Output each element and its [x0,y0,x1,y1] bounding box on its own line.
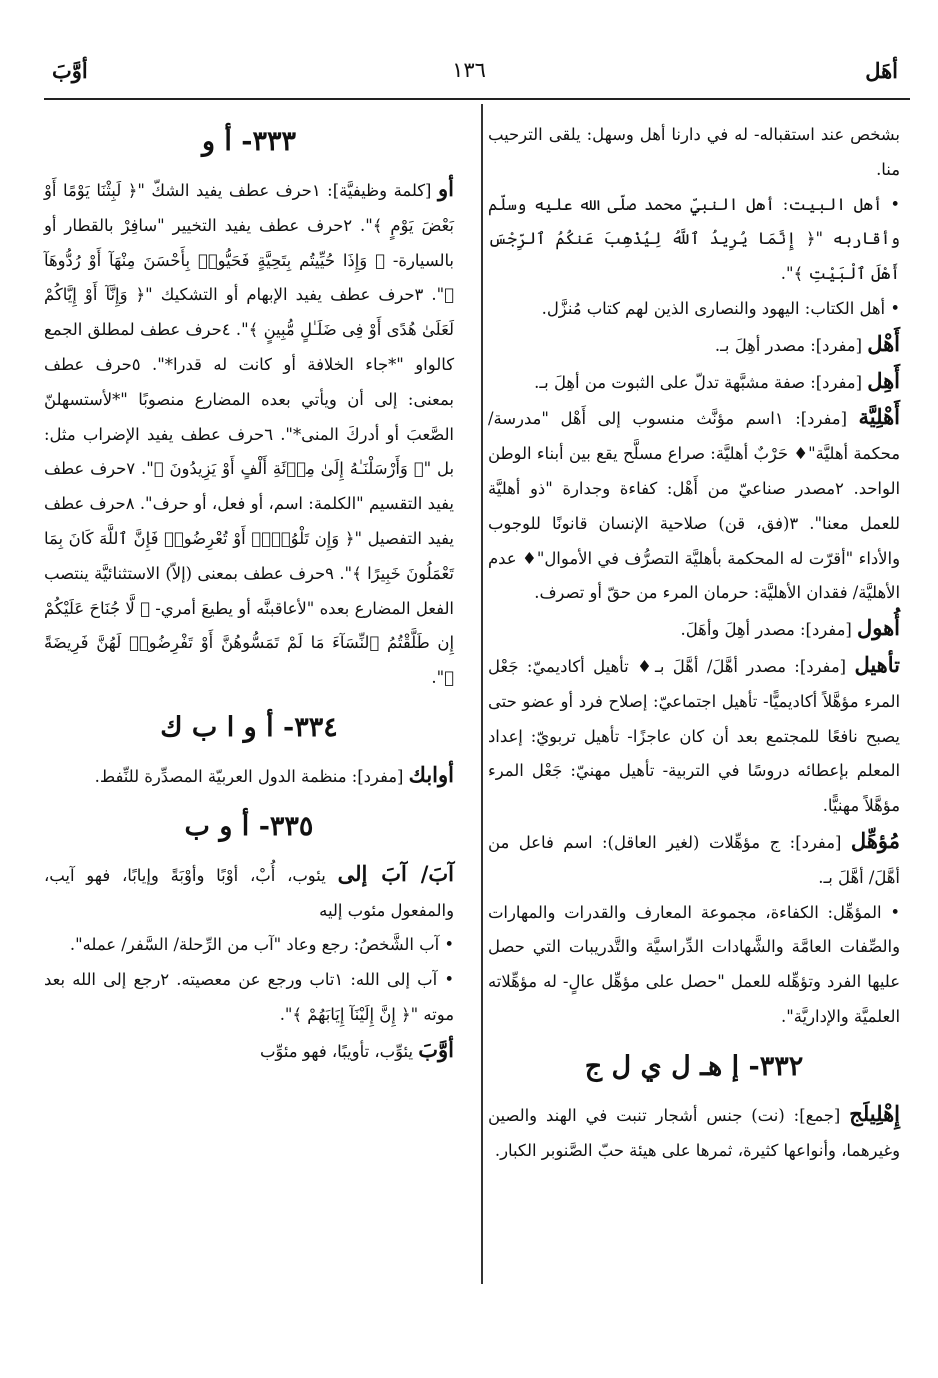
entry-definition: [مفرد]: مصدر أهِلَ وأهَلَ. [680,620,857,640]
entry-headword: أَهْل [867,330,900,356]
chapter-heading: ٣٣٣- أ و [201,126,297,157]
dictionary-entry [488,824,900,896]
entry-definition: [مفرد]: مصدر أهَّلَ/ أهَّلَ بـ♦ تأهيل أكاديميّ: جَعْل المرء مؤهَّلاً أكاديميًّا- تأهيل اجتماعيّ: إصلاح فرد أو عضو حتى يصبح نافعًا للمجتمع بعد أن كان عاجزًا- تأهيل تربويّ: إعداد المعلم بإعطائه دروسًا في التربية- تأهيل مهنيّ: جَعْل المرء مؤهَّلاً مهنيًّا. [488,656,900,816]
text-paragraph: • آب الشَّخصُ: رجع وعاد "آب من الرِّحلة/ السَّفر/ عمله". [69,935,454,955]
entry-headword: أوَّبَ [418,1036,454,1062]
dictionary-entry [44,857,454,929]
chapter-heading: ٣٣٥- أ و ب [184,810,314,842]
entry-definition: يئوب، أُبْ، أوْبًا وأوْبَةً وإيابًا، فهو آيب، والمفعول مئوب إليه [44,865,454,920]
header-rule [44,98,910,100]
entry-headword: مُؤهِّل [850,827,900,853]
text-paragraph: • المؤهِّل: الكفاءة، مجموعة المعارف والقدرات والمهارات والصِّفات العامَّة والشَّهادات الدِّراسيَّة والتَّدريبات التي حصل عليها الفرد وتؤهِّله للعمل "حصل على مؤهِّل عالٍ- له مؤهِّلاته العلميَّة والإداريَّة". [488,902,900,1026]
dictionary-entry [488,611,900,648]
entry-headword: آبَ/ آبَ إلى [337,860,454,886]
dictionary-entry [488,364,900,401]
dictionary-entry [488,327,900,364]
left-column [44,118,454,1070]
header-right-word: أهَل [865,58,898,83]
entry-definition: [مفرد]: مصدر أهِلَ بـ. [714,335,868,355]
entry-definition: [مفرد]: ١اسم مؤنَّث منسوب إلى أَهْل "مدرسة/ محكمة أهليَّة"♦ حَرْبٌ أهليَّة: صراع مسلَّح يقع بين أبناء الوطن الواحد. ٢مصدر صناعيّ من أَهْل: كفاءة وجدارة "ذو أهليَّة للعمل معنا". ٣(فق، قن) صلاحية الإنسان قانونًا للوجوب والأداء "أقرّت له المحكمة بأهليَّة التصرُّف في الأموال"♦ عدم الأهليَّة/ فقدان الأهليَّة: حرمان المرء من حقّ أو تصرف. [488,409,901,603]
entry-definition: [مفرد]: منظمة الدول العربيّة المصدِّرة للنِّفط. [94,766,409,786]
dictionary-entry [44,758,454,795]
entry-definition: [جمع]: (نت) جنس أشجار تنبت في الهند والصين وغيرهما، وأنواعها كثيرة، ثمرها على هيئة حبّ الصَّنوبر الكبار. [488,1105,900,1160]
chapter-heading: ٣٣٢- إ هـ ل ي ل ج [584,1050,804,1082]
entry-definition: [كلمة وظيفيَّة]: ١حرف عطف يفيد الشكّ "﴿ لَبِثْنَا يَوْمًا أَوْ بَعْضَ يَوْمٍ ﴾". ٢حرف عطف يفيد التخيير "سافِرْ بالقطار أو بالسيارة- ﴿ وَإِذَا حُيِّيتُم بِتَحِيَّةٍ فَحَيُّوا۟ بِأَحْسَنَ مِنْهَآ أَوْ رُدُّوهَآ ﴾". ٣حرف عطف يفيد الإبهام أو التشكيك "﴿ وَإِنَّآ أَوْ إِيَّاكُمْ لَعَلَىٰ هُدًى أَوْ فِى ضَلَـٰلٍ مُّبِينٍ ﴾". ٤حرف عطف لمطلق الجمع كالواو "*جاء الخلافة أو كانت له قدرا*". ٥حرف عطف بمعنى: إلى أن ويأتي بعده المضارع منصوبًا "*لأستسهلنّ الصَّعبَ أو أدركَ المنى*". ٦حرف عطف يفيد الإضراب مثل: بل "﴿ وَأَرْسَلْنَـٰهُ إِلَىٰ مِا۟ئَةِ أَلْفٍ أَوْ يَزِيدُونَ ﴾". ٧حرف عطف يفيد التقسيم "الكلمة: اسم، أو فعل، أو حرف". ٨حرف عطف يفيد التفصيل "﴿ وَإِن تَلْوُۥٓا۟ أَوْ تُعْرِضُوا۟ فَإِنَّ ٱللَّهَ كَانَ بِمَا تَعْمَلُونَ خَبِيرًا ﴾". ٩حرف عطف بمعنى (إلاّ) الاستثنائيَّة ينتصب الفعل المضارع بعده "لأعاقبنَّه أو يطيعَ أمري- ﴿ لَّا جُنَاحَ عَلَيْكُمْ إِن طَلَّقْتُمُ ٱلنِّسَآءَ مَا لَمْ تَمَسُّوهُنَّ أَوْ تَفْرِضُوا۟ لَهُنَّ فَرِيضَةً ﴾". [44,181,455,688]
entry-headword: إِهْلِيلَج [849,1100,900,1126]
entry-headword: أو [438,176,454,201]
entry-definition: [مفرد]: ج مؤهِّلات (لغير العاقل): اسم فاعل من أهَّلَ/ أهَّلَ بـ. [488,832,900,887]
entry-definition: [مفرد]: صفة مشبَّهة تدلّ على الثبوت من أهِلَ بـ. [534,372,868,392]
column-divider [481,104,483,1284]
chapter-heading: ٣٣٤- أ و ا ب ك [160,711,338,743]
entry-definition: يئوِّب، تأويبًا، فهو مئوِّب [259,1041,419,1061]
page-number: ١٣٦ [452,58,486,82]
entry-headword: أوابك [408,761,454,787]
text-paragraph: بشخص عند استقباله- له في دارنا أهل وسهل: يلقى الترحيب منا. [488,125,900,179]
entry-headword: أَهِل [867,367,900,393]
header-left-word: أوَّبَ [52,58,88,83]
text-paragraph: • آب إلى الله: ١تاب ورجع عن معصيته. ٢رجع إلى الله بعد موته "﴿ إِنَّ إِلَيْنَآ إِيَابَهُمْ ﴾". [44,970,454,1024]
dictionary-entry [488,648,900,824]
dictionary-entry [44,1033,454,1070]
text-paragraph: • أهل البيت: أهل النبيِّ محمد صلّى الله عليه وسلّم وأقاربه "﴿ إِنَّمَا يُرِيدُ ٱللَّهُ لِيُذْهِبَ عَنكُمُ ٱلرِّجْسَ أَهْلَ ٱلْبَيْتِ ﴾". [488,194,900,284]
entry-headword: تأهيل [854,651,900,677]
text-paragraph: • أهل الكتاب: اليهود والنصارى الذين لهم كتاب مُنزَّل. [541,298,900,318]
entry-headword: أَهْلِيَّة [858,404,900,430]
dictionary-entry [44,172,454,696]
dictionary-entry [488,400,900,611]
right-column [488,118,900,1168]
entry-headword: أُهول [856,615,900,641]
dictionary-entry [488,1097,900,1169]
